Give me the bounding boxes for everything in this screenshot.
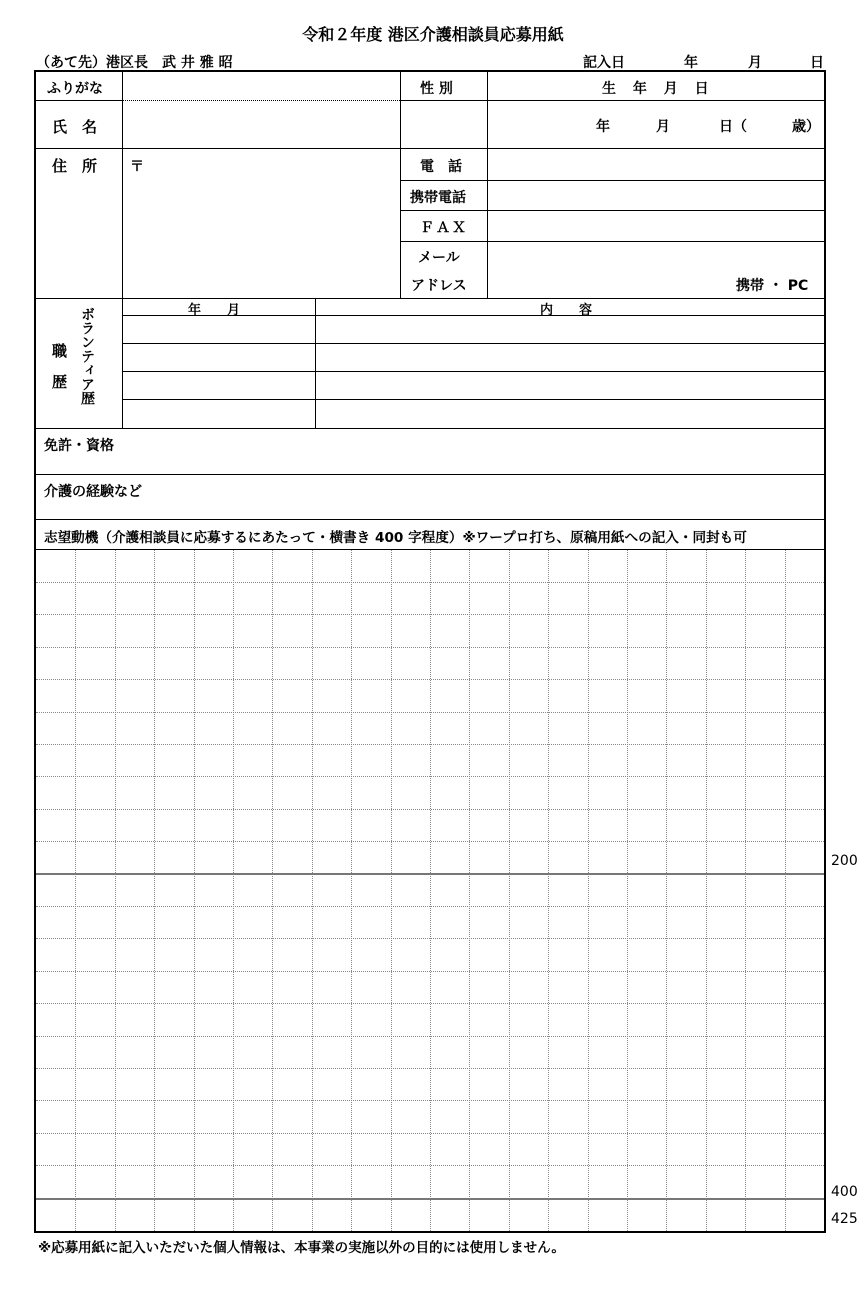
privacy-note: ※応募用紙に記入いただいた個人情報は、本事業の実施以外の目的には使用しません。 — [38, 1240, 565, 1256]
grid-column-line — [706, 550, 707, 1231]
experience-label: 介護の経験など — [44, 484, 142, 500]
experience-field[interactable] — [170, 477, 820, 517]
addressee: （あて先）港区長 武 井 雅 昭 — [36, 55, 233, 71]
grid-row-line — [36, 582, 824, 583]
mobile-field[interactable] — [491, 183, 821, 208]
grid-200-line — [36, 873, 824, 875]
birthdate-label: 生 年 月 日 — [602, 81, 715, 97]
furigana-label: ふりがな — [47, 81, 103, 97]
grid-column-line — [430, 550, 431, 1231]
name-field[interactable] — [126, 104, 396, 144]
form-title: 令和２年度 港区介護相談員応募用紙 — [302, 25, 564, 44]
grid-column-line — [272, 550, 273, 1231]
career-content-field[interactable] — [319, 318, 821, 426]
col-line — [487, 72, 488, 299]
furigana-divider — [122, 100, 400, 101]
grid-column-line — [785, 550, 786, 1231]
postal-mark: 〒 — [130, 159, 144, 175]
career-label-2: 歴 — [52, 373, 68, 391]
gender-field[interactable] — [404, 104, 484, 144]
grid-column-line — [312, 550, 313, 1231]
phone-field[interactable] — [491, 151, 821, 178]
grid-column-line — [745, 550, 746, 1231]
fax-label: ＦＡＸ — [420, 220, 468, 236]
phone-label: 電 話 — [420, 159, 462, 175]
grid-row-line — [36, 679, 824, 680]
row-line — [400, 100, 824, 101]
career-label-1: 職 — [52, 342, 68, 360]
grid-column-line — [75, 550, 76, 1231]
career-col-content: 内 容 — [540, 303, 593, 318]
grid-column-line — [509, 550, 510, 1231]
row-line — [400, 180, 824, 181]
grid-400-line — [36, 1198, 824, 1200]
mail-field[interactable] — [491, 244, 731, 296]
grid-column-line — [194, 550, 195, 1231]
row-line — [36, 474, 824, 475]
address-label: 住 所 — [52, 157, 98, 175]
grid-row-line — [36, 1100, 824, 1101]
grid-column-line — [666, 550, 667, 1231]
row-line — [400, 210, 824, 211]
date-label: 記入日 — [583, 55, 625, 71]
date-day-label: 日 — [810, 55, 824, 71]
grid-column-line — [548, 550, 549, 1231]
grid-row-line — [36, 744, 824, 745]
col-line — [122, 72, 123, 299]
grid-row-line — [36, 712, 824, 713]
address-field[interactable] — [126, 152, 396, 294]
row-line — [36, 100, 122, 101]
grid-row-line — [36, 938, 824, 939]
grid-row-line — [36, 971, 824, 972]
mail-type-note: 携帯 ・ PC — [736, 278, 809, 294]
row-line — [36, 428, 824, 429]
grid-row-line — [36, 906, 824, 907]
char-count-425: 425 — [831, 1211, 858, 1227]
motivation-label: 志望動機（介護相談員に応募するにあたって・横書き 400 字程度）※ワープロ打ち、原稿用紙への記入・同封も可 — [44, 530, 747, 546]
grid-column-line — [391, 550, 392, 1231]
grid-row-line — [36, 1068, 824, 1069]
birth-month-label: 月 — [656, 119, 670, 135]
char-count-200: 200 — [831, 853, 858, 869]
col-line — [122, 298, 123, 428]
grid-row-line — [36, 1003, 824, 1004]
row-line — [36, 148, 824, 149]
grid-column-line — [154, 550, 155, 1231]
row-line — [400, 241, 824, 242]
mail-label-2: アドレス — [411, 278, 467, 294]
grid-row-line — [36, 647, 824, 648]
license-field[interactable] — [130, 431, 820, 471]
grid-column-line — [627, 550, 628, 1231]
grid-row-line — [36, 841, 824, 842]
grid-row-line — [36, 776, 824, 777]
grid-column-line — [351, 550, 352, 1231]
name-label: 氏 名 — [52, 118, 98, 136]
furigana-field[interactable] — [126, 76, 396, 98]
grid-row-line — [36, 809, 824, 810]
grid-row-line — [36, 1165, 824, 1166]
char-count-400: 400 — [831, 1184, 858, 1200]
grid-row-line — [36, 1133, 824, 1134]
grid-column-line — [469, 550, 470, 1231]
fax-field[interactable] — [491, 213, 821, 239]
date-month-label: 月 — [748, 55, 762, 71]
mobile-label: 携帯電話 — [410, 190, 466, 206]
row-line — [36, 519, 824, 520]
grid-row-line — [36, 1036, 824, 1037]
birth-day-label: 日（ — [719, 119, 747, 135]
birth-year-label: 年 — [596, 119, 610, 135]
age-label: 歳） — [792, 119, 820, 135]
col-line — [400, 72, 401, 299]
career-date-field[interactable] — [126, 318, 312, 426]
date-year-label: 年 — [684, 55, 698, 71]
grid-row-line — [36, 614, 824, 615]
grid-column-line — [115, 550, 116, 1231]
mail-label-1: メール — [418, 250, 460, 266]
gender-label: 性 別 — [420, 81, 453, 97]
col-line — [315, 298, 316, 428]
grid-column-line — [233, 550, 234, 1231]
grid-column-line — [588, 550, 589, 1231]
row-line — [36, 298, 824, 299]
license-label: 免許・資格 — [44, 438, 114, 454]
career-col-date: 年 月 — [188, 303, 241, 318]
volunteer-label: ボランティア歴 — [79, 307, 95, 405]
